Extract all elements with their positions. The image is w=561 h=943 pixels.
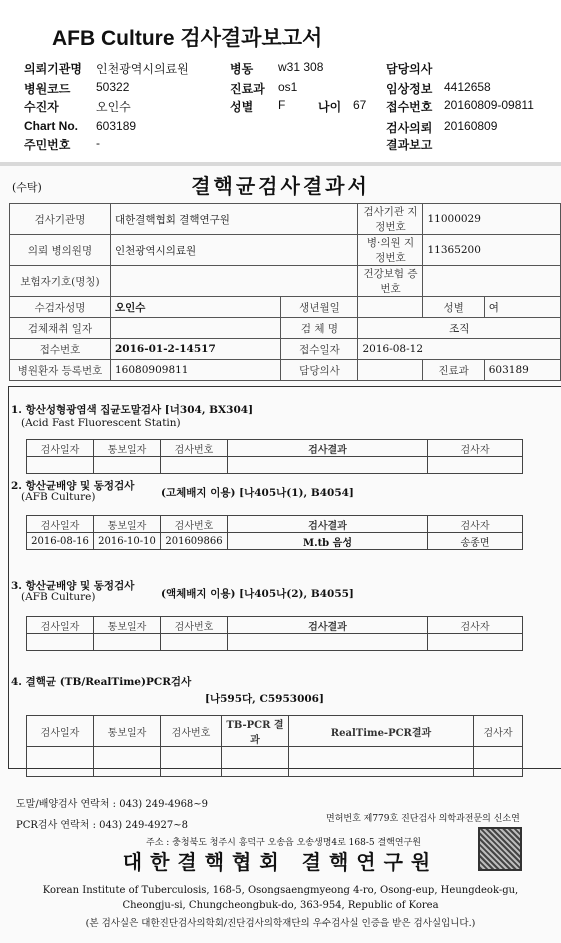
value-chart-no: 603189 [96,119,137,133]
section1-table [26,439,523,474]
dept-label: 진료과 [423,360,484,381]
license: 면허번호 제779호 진단검사 의학과전문의 신소연 [326,814,520,824]
section3-subtitle: (AFB Culture) [21,591,96,603]
col-header: 검사결과 [228,440,428,457]
certification: (본 검사실은 대한진단검사의학회/진단검사의학재단의 우수검사실 인증을 받은 검사실입니다.) [85,918,476,929]
cell [161,747,222,777]
inst-value: 대한결핵협회 결핵연구원 [111,204,358,235]
hosp-no-label: 병·의원 지정번호 [358,235,423,266]
col-header: 검사자 [428,516,523,533]
cell [27,747,94,777]
label-ward: 병동 [230,62,254,76]
scanned-report [0,166,561,943]
label-doctor: 담당의사 [386,62,433,76]
col-header: 검사자 [428,617,523,634]
section3-table [26,616,523,651]
cell [161,634,228,651]
label-sex: 성별 [230,100,254,114]
cell [161,457,228,474]
cell: 2016-10-10 [94,533,161,550]
results-box [8,386,561,769]
col-header: 통보일자 [94,617,161,634]
reg-value: 16080909811 [111,360,281,381]
receipt-date-label: 접수일자 [281,339,358,360]
label-patient: 수진자 [24,100,59,114]
label-hospital-code: 병원코드 [24,82,71,96]
ins-value [111,266,358,297]
address-ko: 주소 : 충청북도 청주시 흥덕구 오송읍 오송생명4로 168-5 결핵연구원 [146,838,421,848]
copy-label: (수탁) [12,181,42,194]
value-resident-no: - [96,136,100,150]
cell [228,457,428,474]
patient-value: 오인수 [111,297,281,318]
phone-pcr: PCR검사 연락처 : 043) 249-4927~8 [16,820,188,831]
reg-label: 병원환자 등록번호 [10,360,111,381]
col-header: 검사일자 [27,516,94,533]
value-ward: w31 308 [278,60,324,74]
col-header: 검사일자 [27,440,94,457]
label-result-report: 결과보고 [386,138,433,152]
label-chart-no: Chart No. [24,119,78,133]
sex-label: 성별 [423,297,484,318]
col-header: 통보일자 [94,516,161,533]
specimen-label: 검 체 명 [281,318,358,339]
ins-no [423,266,561,297]
value-clinical-info: 4412658 [444,80,491,94]
dept-value: 603189 [484,360,560,381]
inst-label: 검사기관명 [10,204,111,235]
cell [228,634,428,651]
section4-table [26,715,523,777]
patient-label: 수검자성명 [10,297,111,318]
cell: 201609866 [161,533,228,550]
collection-label: 검체채취 일자 [10,318,111,339]
cell [428,634,523,651]
address-en-1: Korean Institute of Tuberculosis, 168-5, Osongsaengmyeong 4-ro, Osong-eup, Heungdeok-gu, [42,885,519,896]
cell [94,634,161,651]
value-receipt-no: 20160809-09811 [444,98,534,112]
doctor-label: 담당의사 [281,360,358,381]
cell [474,747,523,777]
label-clinical-info: 임상정보 [386,82,433,96]
label-institution: 의뢰기관명 [24,62,82,76]
scanned-title: 결핵균검사결과서 [191,174,370,198]
value-sex: F [278,98,286,112]
hosp-label: 의뢰 병의원명 [10,235,111,266]
label-resident-no: 주민번호 [24,138,71,152]
col-header: 검사번호 [161,440,228,457]
section2-table [26,515,523,550]
inst-no: 11000029 [423,204,561,235]
col-header: 검사번호 [161,716,222,747]
cell: 2016-08-16 [27,533,94,550]
hosp-no: 11365200 [423,235,561,266]
cell [27,634,94,651]
section2-note: (고체배지 이용) [나405나(1), B4054] [161,487,354,499]
col-header: 검사일자 [27,716,94,747]
section1-title: 1. 항산성형광염색 집균도말검사 [너304, BX304] [11,404,254,416]
cell: M.tb 음성 [228,533,428,550]
col-header: 통보일자 [94,440,161,457]
specimen-value: 조직 [358,318,561,339]
doctor-value [358,360,423,381]
label-request-date: 검사의뢰 [386,121,433,135]
institute-name: 대한결핵협회 결핵연구원 [122,850,439,874]
label-department: 진료과 [230,82,265,96]
receipt-value: 2016-01-2-14517 [111,339,281,360]
receipt-date-value: 2016-08-12 [358,339,561,360]
cell [94,457,161,474]
section1-subtitle: (Acid Fast Fluorescent Statin) [21,417,181,429]
report-title: AFB Culture 검사결과보고서 [52,27,323,50]
receipt-label: 접수번호 [10,339,111,360]
cell [222,747,289,777]
value-hospital-code: 50322 [96,80,130,94]
col-header: 검사자 [474,716,523,747]
value-age: 67 [353,98,367,112]
birth-label: 생년월일 [281,297,358,318]
cell [27,457,94,474]
address-en-2: Cheongju-si, Chungcheongbuk-do, 363-954, Republic of Korea [122,900,439,911]
col-header: 검사번호 [161,617,228,634]
inst-no-label: 검사기관 지정번호 [358,204,423,235]
col-header: 검사일자 [27,617,94,634]
ins-label: 보험자기호(명칭) [10,266,111,297]
value-institution: 인천광역시의료원 [96,62,189,76]
value-request-date: 20160809 [444,119,498,133]
collection-value [111,318,281,339]
official-seal [478,827,522,871]
label-receipt-no: 접수번호 [386,100,433,114]
col-header: 검사결과 [228,617,428,634]
cell [94,747,161,777]
section4-note: [나595다, C5953006] [205,693,324,705]
label-age: 나이 [318,100,342,114]
cell: 송종면 [428,533,523,550]
hosp-value: 인천광역시의료원 [111,235,358,266]
value-department: os1 [278,80,298,94]
section3-note: (액체배지 이용) [나405나(2), B4055] [161,588,354,600]
cell [289,747,474,777]
col-header: 검사번호 [161,516,228,533]
section3-title: 3. 항산균배양 및 동정검사 [11,580,135,592]
ins-no-label: 건강보험 증번호 [358,266,423,297]
col-header: RealTime-PCR결과 [289,716,474,747]
section2-title: 2. 항산균배양 및 동정검사 [11,480,135,492]
cell [428,457,523,474]
patient-info-table [9,203,561,381]
sex-value: 여 [484,297,560,318]
birth-value [358,297,423,318]
col-header: 검사결과 [228,516,428,533]
section4-title: 4. 결핵균 (TB/RealTime)PCR검사 [11,676,192,688]
section2-subtitle: (AFB Culture) [21,491,96,503]
value-patient: 오인수 [96,100,131,114]
col-header: 통보일자 [94,716,161,747]
phone-smear: 도말/배양검사 연락처 : 043) 249-4968~9 [16,799,209,810]
col-header: 검사자 [428,440,523,457]
col-header: TB-PCR 결과 [222,716,289,747]
